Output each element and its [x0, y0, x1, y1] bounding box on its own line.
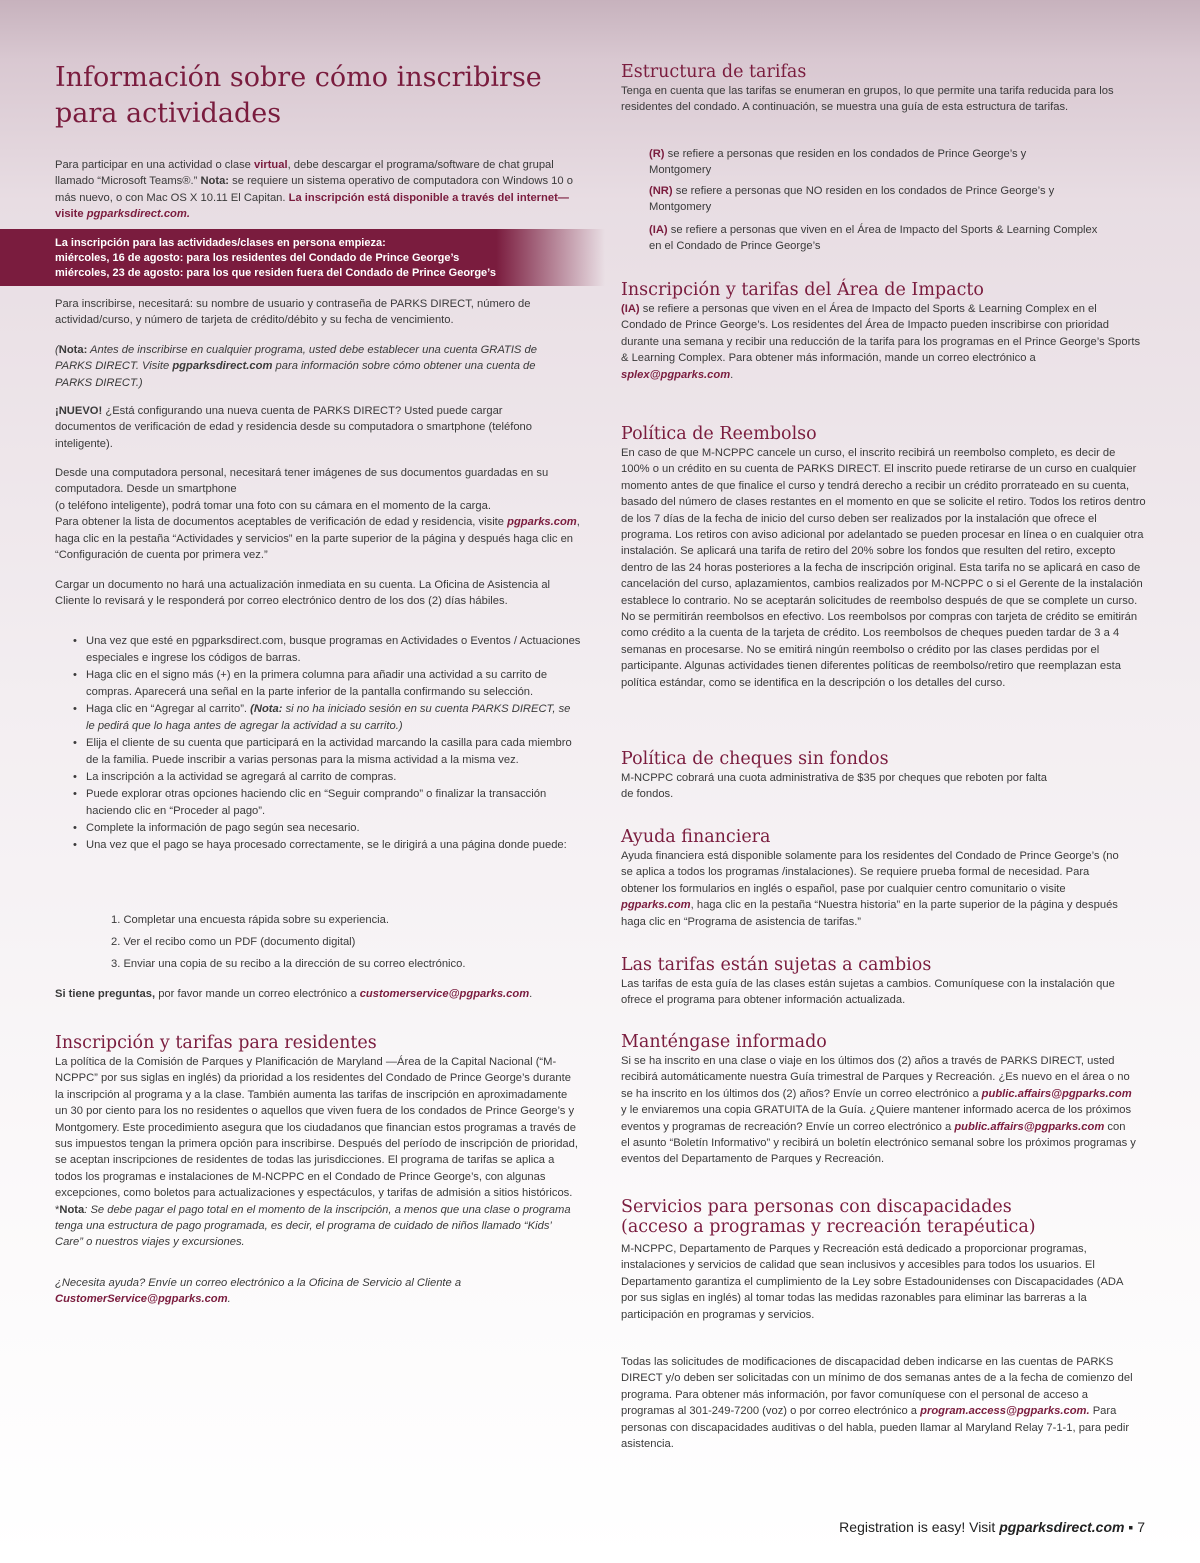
heading-line-1: Servicios para personas con discapacidades: [621, 1197, 1012, 1217]
steps-list: [55, 633, 582, 854]
section-heading-residentes: Inscripción y tarifas para residentes: [55, 1033, 377, 1053]
impacto-paragraph: [621, 301, 1141, 383]
page-title: Información sobre cómo inscribirse para actividades: [55, 62, 542, 129]
nuevo-paragraph: [55, 403, 565, 452]
pgparks-link[interactable]: pgparks.com: [621, 899, 691, 912]
code-ia: (IA): [649, 224, 668, 236]
list-item: • Una vez que el pago se haya procesado correctamente, se le dirigirá a una página donde puede:: [86, 837, 582, 854]
fee-code-r: [649, 146, 1069, 179]
virtual-label: virtual: [254, 159, 288, 171]
fee-code-ia: [649, 222, 1109, 255]
program-access-email-link[interactable]: program.access@pgparks.com.: [920, 1405, 1090, 1418]
code-r: (R): [649, 148, 665, 160]
splex-email-link[interactable]: splex@pgparks.com: [621, 368, 731, 381]
cheques-paragraph: M-NCPPC cobrará una cuota administrativa de $35 por cheques que reboten por falta de fondos.: [621, 772, 1047, 801]
residentes-paragraph: [55, 1054, 580, 1251]
footer-site-link[interactable]: pgparksdirect.com: [999, 1519, 1125, 1535]
impacto-text: se refiere a personas que viven en el Área de Impacto del Sports & Learning Complex en el Condado de Prince George’s. Los residentes del Área de Impacto pueden inscribirse con prioridad durante una semana y recibir una reducción de la tarifa para los programas en el Prince George’s Sports & Learning Complex. Para obtener más información, mande un correo electrónico a: [621, 303, 1141, 365]
list-item: • La inscripción a la actividad se agregará al carrito de compras.: [86, 769, 582, 786]
code-r-text: se refiere a personas que residen en los condados de Prince George’s y Montgomery: [649, 148, 1027, 177]
section-heading-ayuda: Ayuda financiera: [621, 827, 771, 847]
needs-paragraph: Para inscribirse, necesitará: su nombre de usuario y contraseña de PARKS DIRECT, número de actividad/curso, y número de tarjeta de crédito/débito y su fecha de vencimiento.: [55, 298, 531, 327]
period: .: [730, 368, 734, 381]
code-nr-text: se refiere a personas que NO residen en los condados de Prince George’s y Montgomery: [649, 185, 1055, 214]
informado-text-b: y le enviaremos una copia GRATUITA de la Guía. ¿Quiere mantener informado acerca de los próximos eventos y programas de recreación? Envíe un correo electrónico a: [621, 1104, 1132, 1133]
period: .: [529, 988, 533, 1000]
section-heading-impacto: Inscripción y tarifas del Área de Impacto: [621, 280, 984, 300]
numbered-item: 2. Ver el recibo como un PDF (documento digital): [111, 936, 356, 948]
list-item: • Elija el cliente de su cuenta que participará en la actividad marcando la casilla para cada miembro de la familia. Puede inscribir a varias personas para la misma actividad a la misma vez.: [86, 735, 582, 769]
numbered-item: 1. Completar una encuesta rápida sobre su experiencia.: [111, 914, 389, 926]
residentes-note: : Se debe pagar el pago total en el momento de la inscripción, a menos que una clase o programa tenga una estructura de pago programada, es decir, el programa de cuidado de niños llamado “Kids’ Care” o nuestros viajes y excursiones.: [55, 1203, 571, 1249]
cargar-paragraph: Cargar un documento no hará una actualización inmediata en su cuenta. La Oficina de Asistencia al Cliente lo revisará y le responderá por correo electrónico dentro de los dos (2) días hábiles.: [55, 579, 551, 608]
nota-label: (Nota:: [250, 703, 283, 715]
fee-code-nr: [649, 183, 1119, 216]
footer-text: Registration is easy! Visit: [839, 1519, 1000, 1535]
desde-text-b: (o teléfono inteligente), podrá tomar una foto con su cámara en el momento de la carga.: [55, 499, 491, 512]
pgparksdirect-link[interactable]: pgparksdirect.com.: [86, 208, 190, 221]
code-ia-text: se refiere a personas que viven en el Área de Impacto del Sports & Learning Complex en el Condado de Prince George’s: [649, 224, 1098, 253]
banner-line-2: miércoles, 16 de agosto: para los residentes del Condado de Prince George’s: [55, 252, 460, 264]
nota-text-b: para información sobre cómo obtener una cuenta de PARKS DIRECT.): [55, 360, 536, 389]
nuevo-label: ¡NUEVO!: [55, 405, 103, 417]
heading-line-2: (acceso a programas y recreación terapéutica): [621, 1217, 1036, 1237]
residentes-text: La política de la Comisión de Parques y Planificación de Maryland —Área de la Capital Nacional (“M-NCPPC” por sus siglas en inglés) da prioridad a los residentes del Condado de Prince George’s durante la inscripción al programa y a la clase. También aumenta las tarifas de inscripción en aproximadamente un 30 por ciento para los no residentes o aquellos que viven fuera de los condados de Prince George’s y Montgomery. Este procedimiento asegura que los ciudadanos que financian estos programas a través de sus impuestos tengan la primera opción para inscribirse. Después del período de inscripción de prioridad, se aceptan inscripciones de residentes de todas las jurisdicciones. El programa de tarifas se aplica a todos los programas e instalaciones de M-NCPPC en el Condado de Prince George’s, con algunas excepciones, como boletos para actualizaciones y espectáculos, y tarifas de admisión a sitios históricos. *: [55, 1056, 578, 1216]
discapacidades-paragraph: M-NCPPC, Departamento de Parques y Recreación está dedicado a proporcionar programas, instalaciones y servicios de calidad que sean inclusivos y accesibles para todos los usuarios. El Departamento garantiza el cumplimiento de la Ley sobre Estadounidenses con Discapacidades (ADA por sus siglas en inglés) al tomar todas las medidas razonables para eliminar las barreras a la participación en programas y servicios.: [621, 1243, 1123, 1321]
questions-paragraph: [55, 986, 580, 1002]
ayuda-text-b: , haga clic en la pestaña “Nuestra historia” en la parte superior de la página y después haga clic en “Programa de asistencia de tarifas.”: [621, 899, 1118, 928]
public-affairs-email-link[interactable]: public.affairs@pgparks.com: [954, 1120, 1105, 1133]
ayuda-paragraph: [621, 848, 1121, 930]
list-item: • Puede explorar otras opciones haciendo clic en “Seguir comprando” o finalizar la transacción haciendo clic en “Proceder al pago”.: [86, 786, 582, 820]
cambios-paragraph: Las tarifas de esta guía de las clases están sujetas a cambios. Comuníquese con la instalación que ofrece el programa para obtener información actualizada.: [621, 978, 1115, 1007]
help-text: ¿Necesita ayuda? Envíe un correo electrónico a la Oficina de Servicio al Cliente a: [55, 1277, 462, 1289]
list-item-note: si no ha iniciado sesión en su cuenta PARKS DIRECT, se le pedirá que lo haga antes de agregar la actividad a su carrito.): [86, 703, 571, 732]
section-heading-cheques: Política de cheques sin fondos: [621, 749, 889, 769]
section-heading-reembolso: Política de Reembolso: [621, 424, 817, 444]
estructura-paragraph: Tenga en cuenta que las tarifas se enumeran en grupos, lo que permite una tarifa reducida para los residentes del condado. A continuación, se muestra una guía de esta estructura de tarifas.: [621, 85, 1114, 114]
desde-text-a: Desde una computadora personal, necesitará tener imágenes de sus documentos guardadas en su computadora. Desde un smartphone: [55, 467, 549, 496]
list-item: [86, 701, 582, 735]
page-footer: [839, 1519, 1145, 1535]
ayuda-text: Ayuda financiera está disponible solamente para los residentes del Condado de Prince George’s (no se aplica a todos los programas /instalaciones). Se requiere prueba formal de necesidad. Para obtener los formularios en inglés o español, pase por cualquier centro comunitario o visite: [621, 850, 1119, 895]
nota-account-paragraph: [55, 342, 575, 391]
intro-text-b: , debe descargar el programa/software de chat grupal llamado “Microsoft Teams®.”: [55, 159, 554, 188]
numbered-item: 3. Enviar una copia de su recibo a la dirección de su correo electrónico.: [111, 958, 466, 970]
intro-text-c: se requiere un sistema operativo de computadora con Windows 10 o más nuevo, o con Mac OS X 10.11 El Capitan.: [55, 175, 573, 204]
code-nr: (NR): [649, 185, 673, 197]
list-item: • Una vez que esté en pgparksdirect.com, busque programas en Actividades o Eventos / Actuaciones especiales e ingrese los códigos de barras.: [86, 633, 582, 667]
banner-line-3: miércoles, 23 de agosto: para los que residen fuera del Condado de Prince George’s: [55, 267, 496, 279]
banner-line-1: La inscripción para las actividades/clases en persona empieza:: [55, 237, 386, 249]
nuevo-text: ¿Está configurando una nueva cuenta de PARKS DIRECT? Usted puede cargar documentos de verificación de edad y residencia desde su computadora o smartphone (teléfono inteligente).: [55, 405, 533, 450]
pgparks-link[interactable]: pgparks.com: [507, 516, 577, 529]
intro-text: Para participar en una actividad o clase: [55, 159, 255, 171]
section-heading-estructura: Estructura de tarifas: [621, 62, 807, 82]
informado-text-c: con el asunto “Boletín Informativo” y recibirá un boletín electrónico semanal sobre los próximos programas y eventos del Departamento de Parques y Recreación.: [621, 1120, 1136, 1166]
period: .: [227, 1293, 231, 1306]
reembolso-paragraph: En caso de que M-NCPPC cancele un curso, el inscrito recibirá un reembolso completo, es decir de 100% o un crédito en su cuenta de PARKS DIRECT. El inscrito puede retirarse de un curso en cualquier momento antes de que finalice el curso y tendrá derecho a recibir un crédito prorrateado en su cuenta, basado del número de clases restantes en el momento en que se solicite el retiro. Todos los retiros dentro de los 7 días de la fecha de inicio del curso deben ser realizados por la instalación que ofrece el programa. Los retiros con aviso adicional por adelantado se pueden procesar en línea o en cualquier otra instalación. Se aplicará una tarifa de retiro del 20% sobre los fondos que resulten del retiro, excepto dentro de las 24 horas posteriores a la fecha de inscripción original. Esta tarifa no se aplicará en caso de cancelación del curso, aplazamientos, cambios realizados por M-NCPPC o si el Gerente de la instalación establece lo contrario. No se aceptarán solicitudes de reembolso después de que se complete un curso. No se permitirán reembolsos en efectivo. Los reembolsos por compras con tarjeta de crédito se emitirán como crédito a la cuenta de la tarjeta de crédito. Los reembolsos de cheques pueden tardar de 3 a 4 semanas en procesarse. No se emitirá ningún reembolso o crédito por las clases perdidas por el participante. Algunas actividades tienen diferentes políticas de reembolso/retiro que reemplazan esta política estándar, como se identifica en la descripción o los detalles del curso.: [621, 447, 1146, 689]
section-heading-discapacidades: [621, 1197, 1146, 1237]
registration-dates-banner: [0, 229, 605, 286]
nota-label: Nota: [59, 1203, 85, 1216]
page-number: ▪ 7: [1124, 1519, 1145, 1535]
intro-paragraph: [55, 157, 583, 223]
pgparksdirect-link[interactable]: pgparksdirect.com: [172, 360, 273, 373]
nota-label: Nota:: [58, 344, 88, 356]
numbered-list: [55, 909, 581, 975]
nota-label: Nota:: [200, 175, 230, 188]
customerservice-email-link[interactable]: customerservice@pgparks.com: [359, 988, 530, 1000]
list-item: • Complete la información de pago según sea necesario.: [86, 820, 582, 837]
informado-text: Si se ha inscrito en una clase o viaje en los últimos dos (2) años a través de PARKS DIRECT, usted recibirá automáticamente nuestra Guía trimestral de Parques y Recreación. ¿Es nuevo en el área o no se ha inscrito en los últimos dos (2) años? Envíe un correo electrónico a: [621, 1055, 1130, 1100]
desde-text-d: , haga clic en la pestaña “Actividades y servicios” en la parte superior de la página y después haga clic en “Configuración de cuenta por primera vez.”: [55, 516, 580, 562]
help-paragraph: [55, 1275, 555, 1308]
list-item: • Haga clic en el signo más (+) en la primera columna para añadir una actividad a su carrito de compras. Aparecerá una señal en la parte inferior de la pantalla confirmando su selección.: [86, 667, 582, 701]
desde-text-c: Para obtener la lista de documentos aceptables de verificación de edad y residencia, visite: [55, 516, 508, 529]
section-heading-cambios: Las tarifas están sujetas a cambios: [621, 955, 932, 975]
discapacidades-text-b: Para personas con discapacidades auditivas o del habla, pueden llamar al Maryland Relay 7-1-1, para pedir asistencia.: [621, 1405, 1130, 1451]
customerservice-email-link[interactable]: CustomerService@pgparks.com: [55, 1293, 228, 1306]
section-heading-informado: Manténgase informado: [621, 1032, 827, 1052]
questions-text: por favor mande un correo electrónico a: [155, 988, 360, 1000]
informado-paragraph: [621, 1053, 1136, 1168]
code-ia: (IA): [621, 303, 640, 315]
public-affairs-email-link[interactable]: public.affairs@pgparks.com: [981, 1087, 1132, 1100]
nota-text: Antes de inscribirse en cualquier programa, usted debe establecer una cuenta GRATIS de PARKS DIRECT. Visite: [55, 344, 537, 373]
questions-label: Si tiene preguntas,: [55, 988, 156, 1000]
paren: (: [55, 344, 59, 356]
registration-available: La inscripción está disponible a través del internet—visite: [55, 191, 569, 221]
list-item-text: Haga clic en “Agregar al carrito”.: [86, 703, 251, 715]
desde-paragraph: [55, 465, 580, 563]
discapacidades-text: Todas las solicitudes de modificaciones de discapacidad deben indicarse en las cuentas de PARKS DIRECT y/o deben ser solicitadas con un mínimo de dos semanas antes de a la fecha de comienzo del programa. Para obtener más información, por favor comuníquese con el personal de acceso a programas al 301-249-7200 (voz) o por correo electrónico a: [621, 1356, 1133, 1418]
discapacidades-paragraph-2: [621, 1354, 1136, 1452]
